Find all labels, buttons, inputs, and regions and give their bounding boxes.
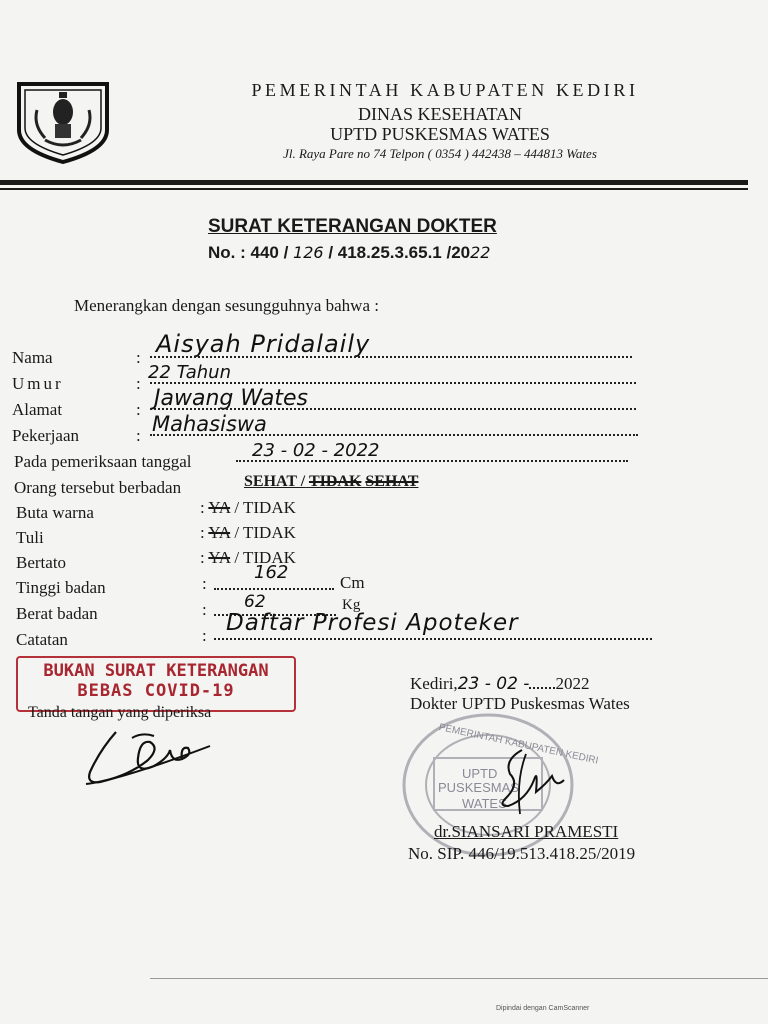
header-address: Jl. Raya Pare no 74 Telpon ( 0354 ) 442438 – 444813 Wates	[283, 146, 597, 161]
bertato-label: Bertato	[16, 553, 67, 572]
stamp-ring-text: PEMERINTAH KABUPATEN KEDIRI	[437, 722, 600, 767]
number-handwritten: 126	[293, 243, 324, 262]
alamat-colon: :	[136, 400, 141, 419]
catatan-colon: :	[202, 626, 207, 645]
header-line3: UPTD PUSKESMAS WATES	[330, 124, 550, 144]
signing-date-dots	[529, 687, 555, 689]
berat-colon: :	[202, 600, 207, 619]
tuli-tidak: / TIDAK	[234, 523, 296, 542]
bertato-value: : YA / TIDAK	[200, 548, 296, 567]
signing-year: 2022	[555, 674, 590, 693]
doctor-name: dr.SIANSARI PRAMESTI	[434, 822, 619, 841]
nama-value: Aisyah Pridalaily	[156, 330, 371, 358]
stamp-center-2: PUSKESMAS	[438, 780, 519, 795]
alamat-dotline	[150, 408, 636, 410]
patient-signature-label: Tanda tangan yang diperiksa	[28, 704, 212, 721]
status-sehat2-struck: SEHAT	[365, 473, 419, 490]
scanner-watermark: Dipindai dengan CamScanner	[496, 1005, 590, 1012]
signing-place-date	[410, 674, 589, 694]
doctor-role: Dokter UPTD Puskesmas Wates	[410, 694, 630, 713]
umur-label: Umur	[12, 374, 64, 393]
nama-label: Nama	[12, 348, 53, 367]
number-prefix: No. : 440 /	[208, 243, 289, 262]
buta-warna-value: : YA / TIDAK	[200, 498, 296, 517]
stamp-center-1: UPTD	[462, 766, 498, 781]
umur-colon: :	[136, 374, 141, 393]
catatan-dotline	[214, 638, 652, 640]
document-number	[208, 243, 490, 263]
tinggi-colon: :	[202, 574, 207, 593]
doctor-sip: No. SIP. 446/19.513.418.25/2019	[408, 844, 636, 863]
status-value	[244, 473, 418, 491]
covid-notice-line1: BUKAN SURAT KETERANGAN	[43, 661, 269, 681]
number-middle: / 418.25.3.65.1 /20	[328, 243, 471, 262]
buta-ya-struck: YA	[208, 498, 231, 517]
pekerjaan-dotline	[150, 434, 638, 436]
covid-notice-line2: BEBAS COVID-19	[77, 681, 235, 701]
header-line1: PEMERINTAH KABUPATEN KEDIRI	[251, 80, 639, 100]
tuli-label: Tuli	[16, 528, 44, 547]
stamp-center-3: WATES	[462, 796, 507, 811]
header-line2: DINAS KESEHATAN	[357, 104, 523, 124]
tuli-ya-struck: YA	[208, 523, 231, 542]
tinggi-unit: Cm	[340, 573, 365, 592]
berat-value: 62	[244, 592, 266, 612]
bertato-ya-struck: YA	[208, 548, 231, 567]
status-tidak-struck: TIDAK	[308, 473, 362, 490]
tinggi-label: Tinggi badan	[16, 578, 106, 597]
nama-colon: :	[136, 348, 141, 367]
status-sehat: SEHAT /	[244, 473, 306, 490]
umur-dotline	[150, 382, 636, 384]
tinggi-dotline	[214, 588, 334, 590]
signing-place: Kediri,	[410, 674, 458, 693]
status-label: Orang tersebut berbadan	[14, 478, 182, 497]
intro-text: Menerangkan dengan sesungguhnya bahwa :	[74, 296, 379, 315]
signing-date-handwritten: 23 - 02 -	[457, 674, 530, 694]
berat-label: Berat badan	[16, 604, 98, 623]
header-rule-thick	[0, 180, 748, 185]
pekerjaan-value: Mahasiswa	[152, 412, 267, 436]
pekerjaan-colon: :	[136, 426, 141, 445]
umur-value: 22 Tahun	[148, 362, 231, 383]
tuli-value: : YA / TIDAK	[200, 523, 296, 542]
regency-emblem	[15, 80, 111, 164]
bertato-tidak: / TIDAK	[234, 548, 296, 567]
tinggi-value: 162	[254, 562, 289, 583]
nama-dotline	[150, 356, 632, 358]
catatan-label: Catatan	[16, 630, 68, 649]
tanggal-value: 23 - 02 - 2022	[252, 440, 380, 461]
tanggal-label: Pada pemeriksaan tanggal	[14, 452, 192, 471]
alamat-label: Alamat	[12, 400, 63, 419]
header-rule-thin	[0, 188, 748, 190]
tanggal-dotline	[236, 460, 628, 462]
patient-signature	[80, 720, 220, 796]
doctor-signature	[486, 740, 576, 820]
berat-unit: Kg	[342, 597, 361, 613]
buta-tidak: / TIDAK	[234, 498, 296, 517]
alamat-value: Jawang Wates	[154, 386, 308, 411]
buta-warna-label: Buta warna	[16, 503, 94, 522]
catatan-value: Daftar Profesi Apoteker	[226, 610, 519, 636]
document-title: SURAT KETERANGAN DOKTER	[208, 216, 497, 237]
bottom-rule	[150, 978, 768, 979]
number-year-handwritten: 22	[470, 243, 491, 262]
pekerjaan-label: Pekerjaan	[12, 426, 80, 445]
